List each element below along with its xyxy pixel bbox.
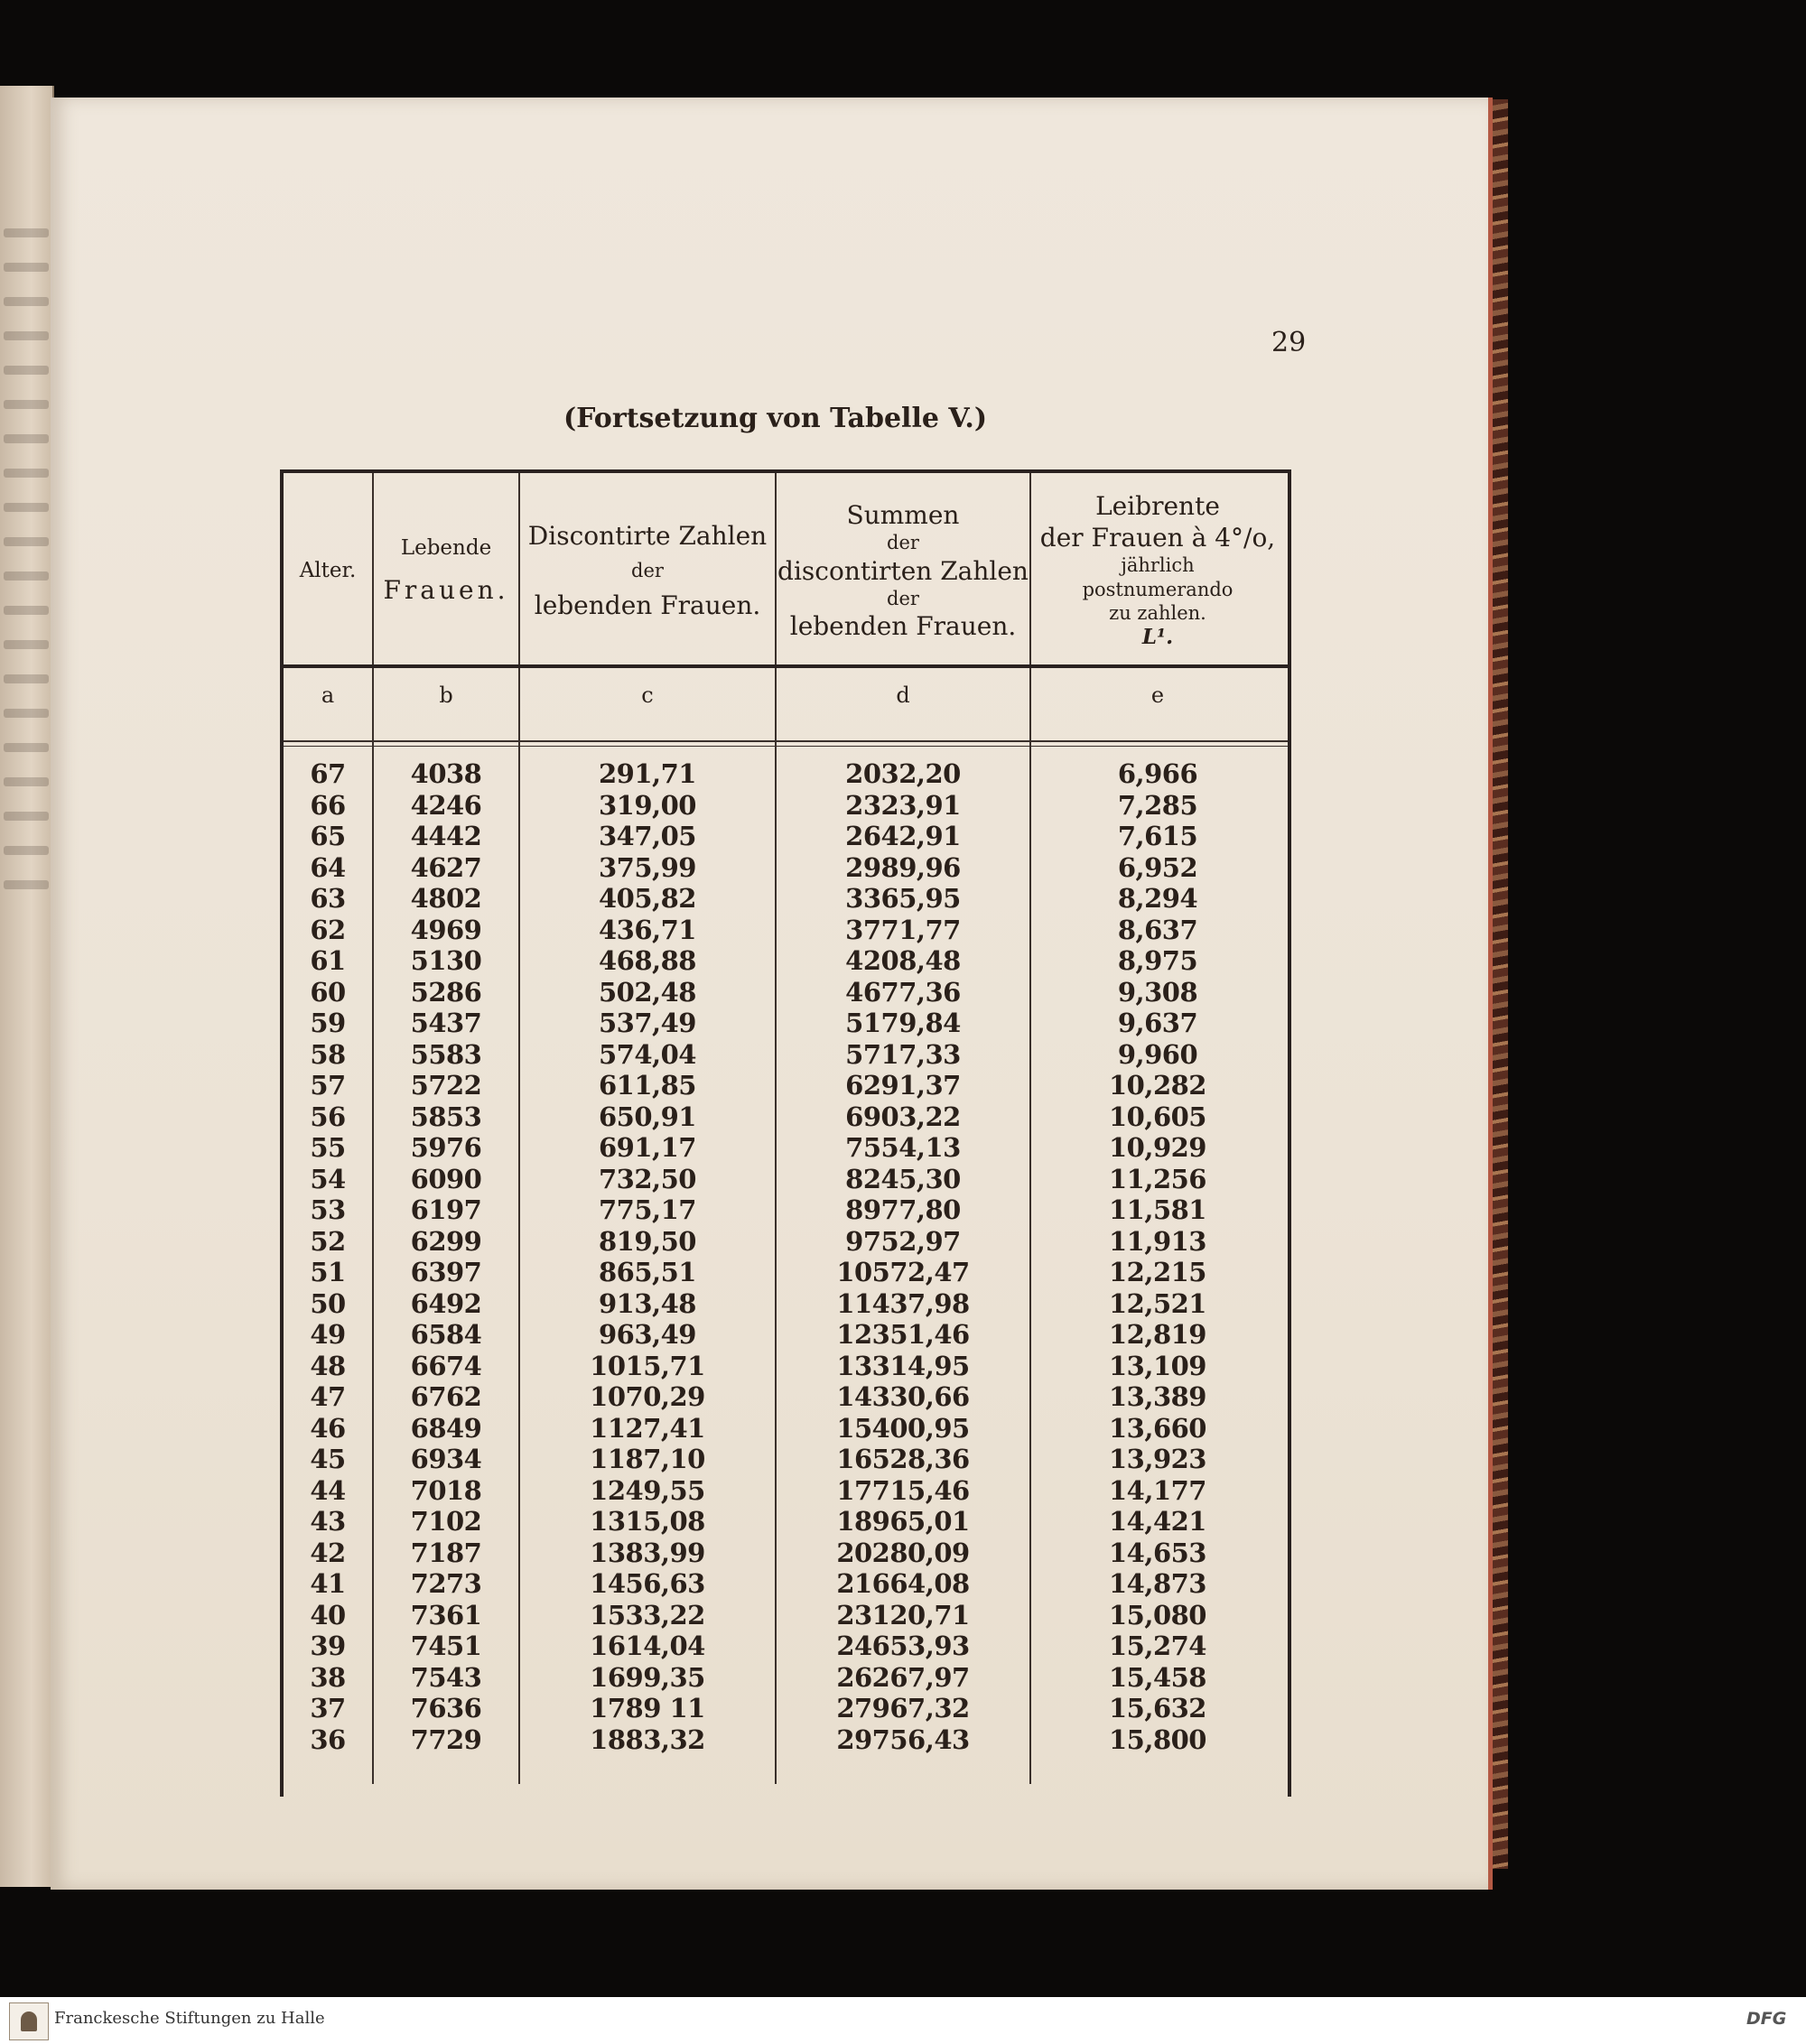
table-row <box>284 1039 1288 1071</box>
institution-logo <box>9 2002 49 2040</box>
table-row <box>284 915 1288 946</box>
cell-discontirt: 468,88 <box>599 945 696 976</box>
cell-leibrente: 14,421 <box>1109 1506 1206 1537</box>
cell-alter: 66 <box>310 789 346 821</box>
cell-alter: 49 <box>310 1319 346 1350</box>
cell-leibrente: 10,929 <box>1109 1132 1206 1163</box>
table-row <box>284 821 1288 852</box>
cell-discontirt: 963,49 <box>599 1319 696 1350</box>
cell-alter: 60 <box>310 976 346 1008</box>
cell-discontirt: 691,17 <box>599 1132 696 1163</box>
table-row <box>284 1662 1288 1694</box>
cell-alter: 63 <box>310 883 346 914</box>
table-row <box>284 1631 1288 1662</box>
cell-alter: 47 <box>310 1381 346 1412</box>
cell-discontirt: 1249,55 <box>590 1474 705 1506</box>
cell-alter: 53 <box>310 1194 346 1225</box>
column-letter-c: c <box>641 683 654 708</box>
cell-leibrente: 6,952 <box>1117 851 1198 883</box>
table-row <box>284 1693 1288 1724</box>
cell-leibrente: 12,521 <box>1109 1287 1206 1319</box>
cell-leibrente: 11,913 <box>1109 1225 1206 1257</box>
dfg-logo: DFG <box>1746 2009 1787 2029</box>
cell-alter: 55 <box>310 1132 346 1163</box>
cell-alter: 54 <box>310 1163 346 1194</box>
cell-leibrente: 11,256 <box>1109 1163 1206 1194</box>
book-page <box>51 98 1493 1890</box>
cell-summe: 4677,36 <box>845 976 961 1008</box>
cell-summe: 27967,32 <box>836 1693 970 1723</box>
cell-lebende: 7543 <box>410 1661 482 1693</box>
cell-leibrente: 14,873 <box>1109 1568 1206 1599</box>
cell-lebende: 4246 <box>410 789 482 821</box>
table-row <box>284 1257 1288 1288</box>
column-letter-a: a <box>321 683 335 708</box>
table-row <box>284 1164 1288 1195</box>
cell-lebende: 6849 <box>410 1412 482 1444</box>
header-line: postnumerando <box>1082 578 1233 600</box>
cell-leibrente: 13,660 <box>1109 1412 1206 1444</box>
cell-summe: 2323,91 <box>845 789 961 821</box>
cell-summe: 29756,43 <box>836 1723 970 1755</box>
cell-leibrente: 9,960 <box>1117 1038 1198 1070</box>
table-row <box>284 1132 1288 1164</box>
cell-lebende: 5437 <box>410 1008 482 1038</box>
cell-alter: 56 <box>310 1101 346 1132</box>
cell-leibrente: 15,632 <box>1109 1693 1206 1723</box>
cell-alter: 40 <box>310 1599 346 1631</box>
cell-alter: 41 <box>310 1568 346 1599</box>
cell-leibrente: 11,581 <box>1109 1194 1206 1225</box>
cell-leibrente: 6,966 <box>1117 758 1198 789</box>
column-letter-e: e <box>1150 683 1165 708</box>
cell-alter: 48 <box>310 1350 346 1381</box>
table-row <box>284 758 1288 790</box>
header-line: Frauen. <box>383 574 509 605</box>
table-row <box>284 883 1288 915</box>
header-line: der <box>887 532 919 554</box>
cell-discontirt: 1187,10 <box>590 1444 705 1474</box>
cell-alter: 65 <box>310 821 346 851</box>
cell-lebende: 4038 <box>410 758 482 789</box>
cell-leibrente: 14,177 <box>1109 1474 1206 1506</box>
table-row <box>284 945 1288 977</box>
page-number: 29 <box>1271 327 1307 358</box>
cell-leibrente: 15,800 <box>1109 1723 1206 1755</box>
header-lebende-frauen <box>374 477 518 664</box>
cell-discontirt: 1614,04 <box>590 1631 705 1661</box>
cell-lebende: 5583 <box>410 1038 482 1070</box>
cell-discontirt: 291,71 <box>599 758 696 789</box>
table-row <box>284 790 1288 822</box>
cell-lebende: 6934 <box>410 1444 482 1474</box>
cell-lebende: 7187 <box>410 1537 482 1568</box>
cell-lebende: 4627 <box>410 851 482 883</box>
cell-lebende: 7451 <box>410 1631 482 1661</box>
cell-summe: 4208,48 <box>845 945 961 976</box>
cell-summe: 20280,09 <box>836 1537 970 1568</box>
letters-rule <box>284 740 1288 742</box>
cell-discontirt: 775,17 <box>599 1194 696 1225</box>
left-page-bleedthrough <box>4 203 49 1377</box>
cell-summe: 6291,37 <box>845 1070 961 1101</box>
cell-summe: 23120,71 <box>836 1599 970 1631</box>
cell-lebende: 6762 <box>410 1381 482 1412</box>
cell-discontirt: 1015,71 <box>590 1350 705 1381</box>
cell-discontirt: 913,48 <box>599 1287 696 1319</box>
header-line: lebenden Frauen. <box>534 590 761 621</box>
cell-summe: 8977,80 <box>845 1194 961 1225</box>
cell-alter: 38 <box>310 1661 346 1693</box>
cell-leibrente: 9,308 <box>1117 976 1198 1008</box>
cell-discontirt: 319,00 <box>599 789 696 821</box>
header-line: discontirten Zahlen <box>777 555 1029 586</box>
cell-discontirt: 347,05 <box>599 821 696 851</box>
cell-summe: 16528,36 <box>836 1444 970 1474</box>
table-row <box>284 1413 1288 1445</box>
cell-alter: 45 <box>310 1444 346 1474</box>
cell-summe: 8245,30 <box>845 1163 961 1194</box>
table-row <box>284 1568 1288 1600</box>
cell-lebende: 7729 <box>410 1723 482 1755</box>
column-letter-b: b <box>439 683 453 708</box>
header-line: der <box>631 559 664 581</box>
cell-alter: 51 <box>310 1257 346 1287</box>
table-row <box>284 1538 1288 1569</box>
table-row <box>284 1288 1288 1320</box>
cell-discontirt: 1699,35 <box>590 1661 705 1693</box>
cell-summe: 2642,91 <box>845 821 961 851</box>
cell-leibrente: 7,285 <box>1117 789 1198 821</box>
cell-discontirt: 819,50 <box>599 1225 696 1257</box>
cell-alter: 58 <box>310 1038 346 1070</box>
cell-discontirt: 1789 11 <box>590 1693 705 1723</box>
cell-summe: 5179,84 <box>845 1008 961 1038</box>
cell-alter: 36 <box>310 1723 346 1755</box>
cell-leibrente: 8,294 <box>1117 883 1198 914</box>
cell-lebende: 6492 <box>410 1287 482 1319</box>
cell-lebende: 5286 <box>410 976 482 1008</box>
table-row <box>284 1506 1288 1538</box>
cell-lebende: 7636 <box>410 1693 482 1723</box>
cell-lebende: 5130 <box>410 945 482 976</box>
cell-lebende: 6397 <box>410 1257 482 1287</box>
cell-summe: 6903,22 <box>845 1101 961 1132</box>
table-body <box>284 758 1288 1755</box>
cell-lebende: 4802 <box>410 883 482 914</box>
header-line: lebenden Frauen. <box>789 610 1017 641</box>
cell-lebende: 7018 <box>410 1474 482 1506</box>
cell-lebende: 6584 <box>410 1319 482 1350</box>
cell-discontirt: 1070,29 <box>590 1381 705 1412</box>
cell-alter: 52 <box>310 1225 346 1257</box>
cell-lebende: 6299 <box>410 1225 482 1257</box>
cell-alter: 39 <box>310 1631 346 1661</box>
table-row <box>284 1475 1288 1507</box>
header-line: Discontirte Zahlen <box>527 520 768 551</box>
cell-summe: 3771,77 <box>845 914 961 945</box>
cell-leibrente: 12,215 <box>1109 1257 1206 1287</box>
cell-lebende: 6674 <box>410 1350 482 1381</box>
cell-leibrente: 15,458 <box>1109 1661 1206 1693</box>
cell-summe: 3365,95 <box>845 883 961 914</box>
cell-lebende: 5976 <box>410 1132 482 1163</box>
cell-summe: 10572,47 <box>836 1257 970 1287</box>
institution-name: Franckesche Stiftungen zu Halle <box>54 2009 325 2028</box>
header-line: Summen <box>846 500 960 531</box>
cell-leibrente: 14,653 <box>1109 1537 1206 1568</box>
cell-summe: 2032,20 <box>845 758 961 789</box>
cell-alter: 43 <box>310 1506 346 1537</box>
cell-discontirt: 1456,63 <box>590 1568 705 1599</box>
cell-discontirt: 732,50 <box>599 1163 696 1194</box>
header-line: der Frauen à 4°/o, <box>1039 523 1276 553</box>
cell-lebende: 5722 <box>410 1070 482 1101</box>
cell-leibrente: 13,923 <box>1109 1444 1206 1474</box>
cell-summe: 7554,13 <box>845 1132 961 1163</box>
cell-discontirt: 405,82 <box>599 883 696 914</box>
cell-discontirt: 650,91 <box>599 1101 696 1132</box>
cell-lebende: 5853 <box>410 1101 482 1132</box>
cell-leibrente: 13,109 <box>1109 1350 1206 1381</box>
cell-alter: 61 <box>310 945 346 976</box>
cell-alter: 62 <box>310 914 346 945</box>
table-row <box>284 1070 1288 1101</box>
cell-summe: 11437,98 <box>836 1287 970 1319</box>
cell-lebende: 7273 <box>410 1568 482 1599</box>
cell-summe: 18965,01 <box>836 1506 970 1537</box>
cell-summe: 21664,08 <box>836 1568 970 1599</box>
cell-leibrente: 13,389 <box>1109 1381 1206 1412</box>
cell-discontirt: 1883,32 <box>590 1723 705 1755</box>
table-row <box>284 1381 1288 1413</box>
cell-discontirt: 1315,08 <box>590 1506 705 1537</box>
cell-alter: 57 <box>310 1070 346 1101</box>
table-row <box>284 1101 1288 1133</box>
table-row <box>284 977 1288 1008</box>
header-line: Lebende <box>400 536 492 561</box>
table-row <box>284 1724 1288 1756</box>
cell-leibrente: 7,615 <box>1117 821 1198 851</box>
header-summen <box>777 477 1029 664</box>
cell-summe: 14330,66 <box>836 1381 970 1412</box>
cell-lebende: 4442 <box>410 821 482 851</box>
cell-lebende: 6090 <box>410 1163 482 1194</box>
cell-leibrente: 9,637 <box>1117 1008 1198 1038</box>
table-row <box>284 1600 1288 1631</box>
table-row <box>284 1319 1288 1351</box>
header-line: der <box>887 587 919 609</box>
cell-discontirt: 865,51 <box>599 1257 696 1287</box>
header-alter <box>284 477 372 664</box>
cell-leibrente: 10,605 <box>1109 1101 1206 1132</box>
cell-leibrente: 12,819 <box>1109 1319 1206 1350</box>
cell-summe: 24653,93 <box>836 1631 970 1661</box>
header-line: L¹. <box>1141 625 1174 649</box>
cell-discontirt: 574,04 <box>599 1038 696 1070</box>
cell-summe: 2989,96 <box>845 851 961 883</box>
cell-alter: 44 <box>310 1474 346 1506</box>
cell-discontirt: 537,49 <box>599 1008 696 1038</box>
life-annuity-table <box>280 469 1291 1797</box>
cell-discontirt: 1383,99 <box>590 1537 705 1568</box>
cell-alter: 46 <box>310 1412 346 1444</box>
footer-bar <box>0 1997 1806 2044</box>
table-row <box>284 1008 1288 1039</box>
cell-summe: 12351,46 <box>836 1319 970 1350</box>
column-letter-d: d <box>896 683 910 708</box>
cell-leibrente: 8,975 <box>1117 945 1198 976</box>
header-line: jährlich <box>1121 554 1195 577</box>
cell-discontirt: 1533,22 <box>590 1599 705 1631</box>
cell-summe: 15400,95 <box>836 1412 970 1444</box>
cell-summe: 13314,95 <box>836 1350 970 1381</box>
table-row <box>284 1226 1288 1258</box>
cell-discontirt: 1127,41 <box>590 1412 705 1444</box>
cell-summe: 17715,46 <box>836 1474 970 1506</box>
header-line: Alter. <box>299 558 357 582</box>
cell-lebende: 7361 <box>410 1599 482 1631</box>
table-row <box>284 1444 1288 1475</box>
cell-discontirt: 502,48 <box>599 976 696 1008</box>
cell-alter: 42 <box>310 1537 346 1568</box>
left-page-edge <box>0 86 54 1887</box>
cell-discontirt: 611,85 <box>599 1070 696 1101</box>
header-line: Leibrente <box>1095 491 1220 522</box>
cell-summe: 9752,97 <box>845 1225 961 1257</box>
cell-alter: 50 <box>310 1287 346 1319</box>
cell-summe: 5717,33 <box>845 1038 961 1070</box>
cell-lebende: 7102 <box>410 1506 482 1537</box>
cell-alter: 67 <box>310 758 346 789</box>
cell-lebende: 4969 <box>410 914 482 945</box>
cell-alter: 37 <box>310 1693 346 1723</box>
cell-leibrente: 10,282 <box>1109 1070 1206 1101</box>
cell-alter: 64 <box>310 851 346 883</box>
cell-summe: 26267,97 <box>836 1661 970 1693</box>
table-row <box>284 852 1288 884</box>
header-leibrente <box>1031 477 1284 664</box>
cell-alter: 59 <box>310 1008 346 1038</box>
cell-discontirt: 375,99 <box>599 851 696 883</box>
cell-discontirt: 436,71 <box>599 914 696 945</box>
header-line: zu zahlen. <box>1109 601 1206 624</box>
cell-leibrente: 8,637 <box>1117 914 1198 945</box>
letters-rule-thin <box>284 746 1288 747</box>
cell-leibrente: 15,274 <box>1109 1631 1206 1661</box>
table-row <box>284 1194 1288 1226</box>
header-discontirte-zahlen <box>520 477 775 664</box>
cell-leibrente: 15,080 <box>1109 1599 1206 1631</box>
table-row <box>284 1351 1288 1382</box>
header-rule <box>284 664 1288 668</box>
cell-lebende: 6197 <box>410 1194 482 1225</box>
table-title: (Fortsetzung von Tabelle V.) <box>563 403 988 434</box>
